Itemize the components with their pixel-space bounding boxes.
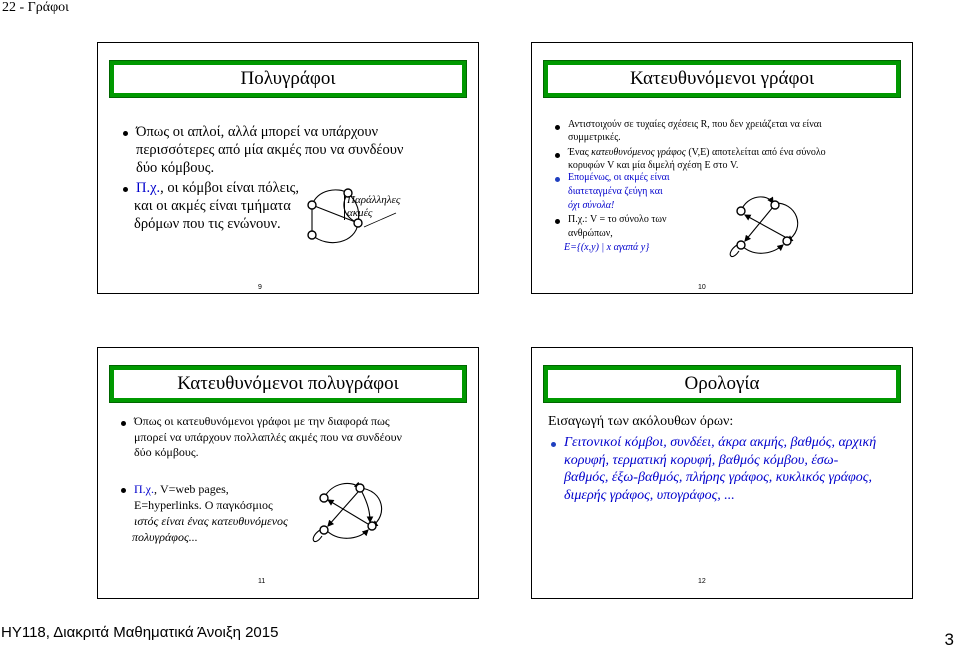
- bullet: Όπως οι απλοί, αλλά μπορεί να υπάρχουν περισσότερες από μία ακμές που να συνδέουν δύο κόμβους.: [120, 123, 420, 177]
- body-text-line: δρόμων που τις ενώνουν.: [134, 216, 281, 232]
- bullet: Π.χ., V=web pages,: [118, 481, 318, 497]
- page-header: 22 - Γράφοι: [2, 0, 69, 15]
- slide-number: 9: [258, 284, 262, 291]
- bullet: Π.χ.: V = το σύνολο των ανθρώπων,: [552, 213, 712, 241]
- bullet: Όπως οι κατευθυνόμενοι γράφοι με την διαφορά πως μπορεί να υπάρχουν πολλαπλές ακμές που να συνδέουν δύο κόμβους.: [118, 414, 418, 461]
- slide-title: Πολυγράφοι: [114, 65, 462, 93]
- slide-body: [548, 434, 878, 504]
- bullet: Αντιστοιχούν σε τυχαίες σχέσεις R, που δεν χρειάζεται να είναι συμμετρικές.: [552, 119, 862, 144]
- slide-directed-multigraphs: [97, 347, 479, 599]
- slide-title: Κατευθυνόμενοι πολυγράφοι: [114, 370, 462, 398]
- slide-terminology: [531, 347, 913, 599]
- example-label: Π.χ.: [134, 482, 154, 496]
- directed-multigraph-figure: [310, 476, 400, 548]
- body-text-line: και οι ακμές είναι τμήματα: [134, 198, 291, 214]
- bullet: Ένας κατευθυνόμενος γράφος (V,E) αποτελείται από ένα σύνολο κορυφών V και μία διμελή σχέση E στο V.: [552, 147, 862, 172]
- bullet: Γειτονικοί κόμβοι, συνδέει, άκρα ακμής, βαθμός, αρχική κορυφή, τερματική κορυφή, βαθμός κόμβου, έσω-βαθμός, έξω-βαθμός, πλήρης γράφος, κυκλικός γράφος, διμερής γράφος, υπογράφος, ...: [548, 434, 878, 504]
- footer-course: ΗΥ118, Διακριτά Μαθηματικά Άνοιξη 2015: [1, 624, 279, 641]
- callout-parallel-edges: Παράλληλες ακμές: [344, 194, 409, 220]
- emphasis-text: όχι σύνολα!: [568, 200, 615, 211]
- relation-definition: E={(x,y) | x αγαπά y}: [564, 242, 650, 253]
- slide-number: 10: [698, 284, 706, 291]
- slide-body: [552, 119, 862, 172]
- body-text-line: πολυγράφος...: [132, 530, 198, 544]
- intro-text: Εισαγωγή των ακόλουθων όρων:: [548, 414, 734, 429]
- example-label: Π.χ.: [136, 180, 161, 196]
- body-text-line: E=hyperlinks. Ο παγκόσμιος: [134, 498, 273, 512]
- directed-graph-figure: [727, 193, 822, 263]
- slide-title: Ορολογία: [548, 370, 896, 398]
- body-text-line: ιστός είναι ένας κατευθυνόμενος: [134, 514, 288, 528]
- slide-number: 12: [698, 578, 706, 585]
- slide-title-box: [109, 60, 467, 98]
- slide-directed-graphs: [531, 42, 913, 294]
- page-number: 3: [944, 630, 954, 649]
- slide-body: [118, 414, 418, 461]
- bullet: Π.χ., οι κόμβοι είναι πόλεις,: [120, 179, 420, 197]
- slide-title-box: [543, 60, 901, 98]
- slide-body-lower: [118, 481, 318, 545]
- bullet: Επομένως, οι ακμές είναι διατεταγμένα ζεύγη και: [552, 171, 712, 199]
- slide-title-box: [109, 365, 467, 403]
- slide-title: Κατευθυνόμενοι γράφοι: [548, 65, 896, 93]
- slide-number: 11: [258, 578, 266, 585]
- slide-title-box: [543, 365, 901, 403]
- slide-body-lower: [552, 171, 712, 255]
- slide-multigraphs: [97, 42, 479, 294]
